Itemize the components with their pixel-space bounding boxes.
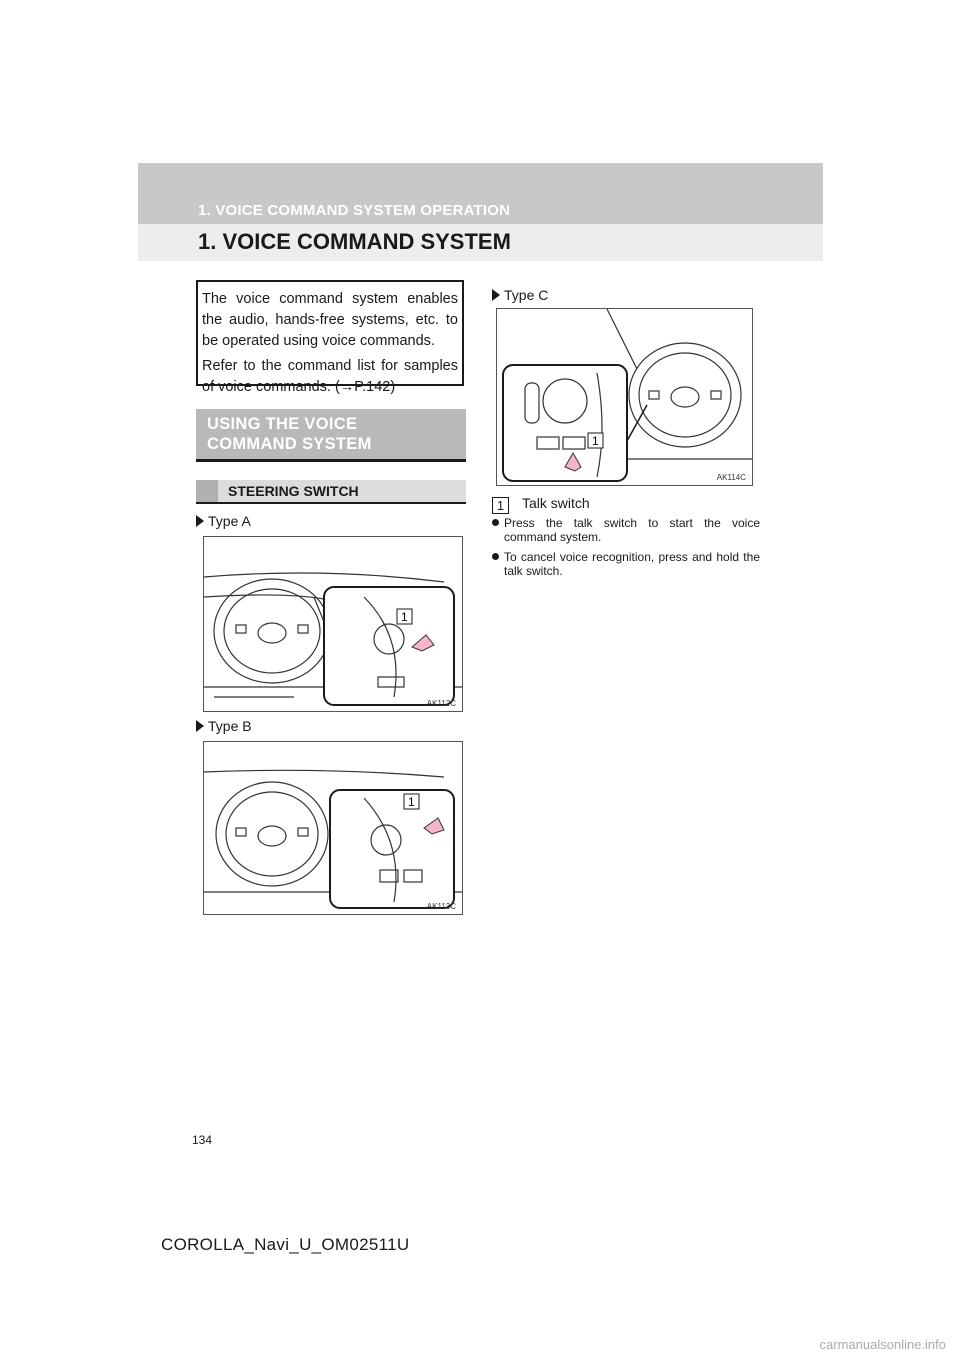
arrow-right-icon [492,289,500,301]
callout-number-box: 1 [492,497,509,514]
intro-paragraph-2: Refer to the command list for samples of voice commands. (→P.142) [202,358,458,395]
type-b-label: Type B [196,718,252,734]
bullet-icon [492,519,499,526]
callout-1-a: 1 [401,610,408,624]
steering-wheel-illustration-b [204,742,462,914]
bullet-icon [492,553,499,560]
page-number: 134 [192,1133,213,1147]
figure-code-c: AK114C [716,473,746,482]
figure-code-b: AK113C [426,902,456,911]
using-section-heading [196,409,466,462]
arrow-right-icon [196,515,204,527]
steering-wheel-illustration-c [497,309,752,485]
callout-1-c: 1 [592,434,599,448]
talk-switch-label: Talk switch [522,495,590,511]
watermark: carmanualsonline.info [819,1337,946,1352]
page-title: 1. VOICE COMMAND SYSTEM [198,229,511,254]
instruction-list [492,516,760,584]
list-item: To cancel voice recognition, press and hold the talk switch. [492,550,760,578]
list-item: Press the talk switch to start the voice command system. [492,516,760,544]
arrow-right-icon [196,720,204,732]
section-label: 1. VOICE COMMAND SYSTEM OPERATION [198,202,511,219]
steering-wheel-illustration-a [204,537,462,711]
callout-1-b: 1 [408,795,415,809]
figure-type-a [203,536,463,712]
talk-switch-callout [492,495,590,514]
figure-type-b [203,741,463,915]
heading-marker [196,480,218,502]
footer-code: COROLLA_Navi_U_OM02511U [161,1235,410,1254]
steering-switch-heading [196,480,466,504]
figure-code-a: AK112C [426,699,456,708]
type-c-label: Type C [492,287,548,303]
intro-box [196,280,464,395]
using-heading-text: USING THE VOICE COMMAND SYSTEM [207,415,372,453]
figure-type-c [496,308,753,486]
steering-heading-text: STEERING SWITCH [228,483,359,499]
intro-paragraph-1: The voice command system enables the audio, hands-free systems, etc. to be operated using voice commands. [202,291,458,349]
type-a-label: Type A [196,513,251,529]
